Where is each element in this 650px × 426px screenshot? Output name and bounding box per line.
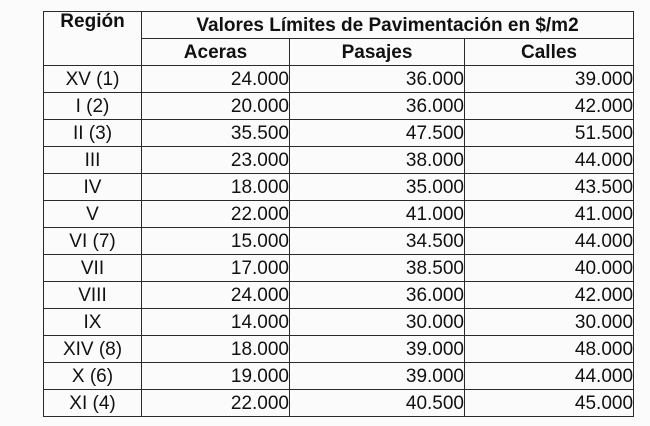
pasajes-cell: 36.000 (290, 66, 465, 93)
table-row (44, 66, 634, 93)
region-cell: XV (1) (44, 66, 142, 93)
pasajes-cell: 38.000 (290, 147, 465, 174)
calles-cell: 44.000 (465, 228, 634, 255)
calles-cell: 48.000 (465, 336, 634, 363)
region-cell: V (44, 201, 142, 228)
pasajes-cell: 36.000 (290, 282, 465, 309)
aceras-column-header: Aceras (142, 39, 290, 66)
region-cell: VI (7) (44, 228, 142, 255)
table-row (44, 390, 634, 417)
table-row (44, 255, 634, 282)
table-row (44, 201, 634, 228)
pasajes-cell: 30.000 (290, 309, 465, 336)
table-row (44, 147, 634, 174)
table-row (44, 336, 634, 363)
table-row (44, 120, 634, 147)
calles-cell: 51.500 (465, 120, 634, 147)
aceras-cell: 19.000 (142, 363, 290, 390)
calles-cell: 43.500 (465, 174, 634, 201)
aceras-cell: 24.000 (142, 66, 290, 93)
aceras-cell: 15.000 (142, 228, 290, 255)
aceras-cell: 20.000 (142, 93, 290, 120)
pasajes-column-header: Pasajes (290, 39, 465, 66)
calles-cell: 39.000 (465, 66, 634, 93)
aceras-cell: 35.500 (142, 120, 290, 147)
table-row (44, 174, 634, 201)
region-cell: I (2) (44, 93, 142, 120)
region-cell: VIII (44, 282, 142, 309)
region-cell: XI (4) (44, 390, 142, 417)
aceras-cell: 17.000 (142, 255, 290, 282)
table-header (44, 12, 634, 66)
table-body (44, 66, 634, 417)
pasajes-cell: 36.000 (290, 93, 465, 120)
aceras-cell: 22.000 (142, 201, 290, 228)
calles-cell: 42.000 (465, 93, 634, 120)
pasajes-cell: 39.000 (290, 336, 465, 363)
table-row (44, 363, 634, 390)
calles-column-header: Calles (465, 39, 634, 66)
header-row-top (44, 12, 634, 39)
calles-cell: 40.000 (465, 255, 634, 282)
table-row (44, 93, 634, 120)
region-cell: III (44, 147, 142, 174)
calles-cell: 41.000 (465, 201, 634, 228)
calles-cell: 44.000 (465, 363, 634, 390)
pasajes-cell: 34.500 (290, 228, 465, 255)
aceras-cell: 18.000 (142, 336, 290, 363)
table-row (44, 228, 634, 255)
calles-cell: 45.000 (465, 390, 634, 417)
pasajes-cell: 41.000 (290, 201, 465, 228)
pasajes-cell: 47.500 (290, 120, 465, 147)
region-cell: IX (44, 309, 142, 336)
region-cell: XIV (8) (44, 336, 142, 363)
aceras-cell: 22.000 (142, 390, 290, 417)
calles-cell: 42.000 (465, 282, 634, 309)
table-row (44, 309, 634, 336)
region-cell: VII (44, 255, 142, 282)
region-cell: IV (44, 174, 142, 201)
values-group-header: Valores Límites de Pavimentación en $/m2 (142, 12, 634, 39)
pavement-limits-table (43, 11, 634, 417)
table-row (44, 282, 634, 309)
aceras-cell: 23.000 (142, 147, 290, 174)
pasajes-cell: 35.000 (290, 174, 465, 201)
aceras-cell: 14.000 (142, 309, 290, 336)
region-cell: II (3) (44, 120, 142, 147)
pasajes-cell: 39.000 (290, 363, 465, 390)
region-cell: X (6) (44, 363, 142, 390)
calles-cell: 30.000 (465, 309, 634, 336)
aceras-cell: 24.000 (142, 282, 290, 309)
aceras-cell: 18.000 (142, 174, 290, 201)
calles-cell: 44.000 (465, 147, 634, 174)
pasajes-cell: 40.500 (290, 390, 465, 417)
pasajes-cell: 38.500 (290, 255, 465, 282)
region-column-header: Región (44, 12, 142, 66)
